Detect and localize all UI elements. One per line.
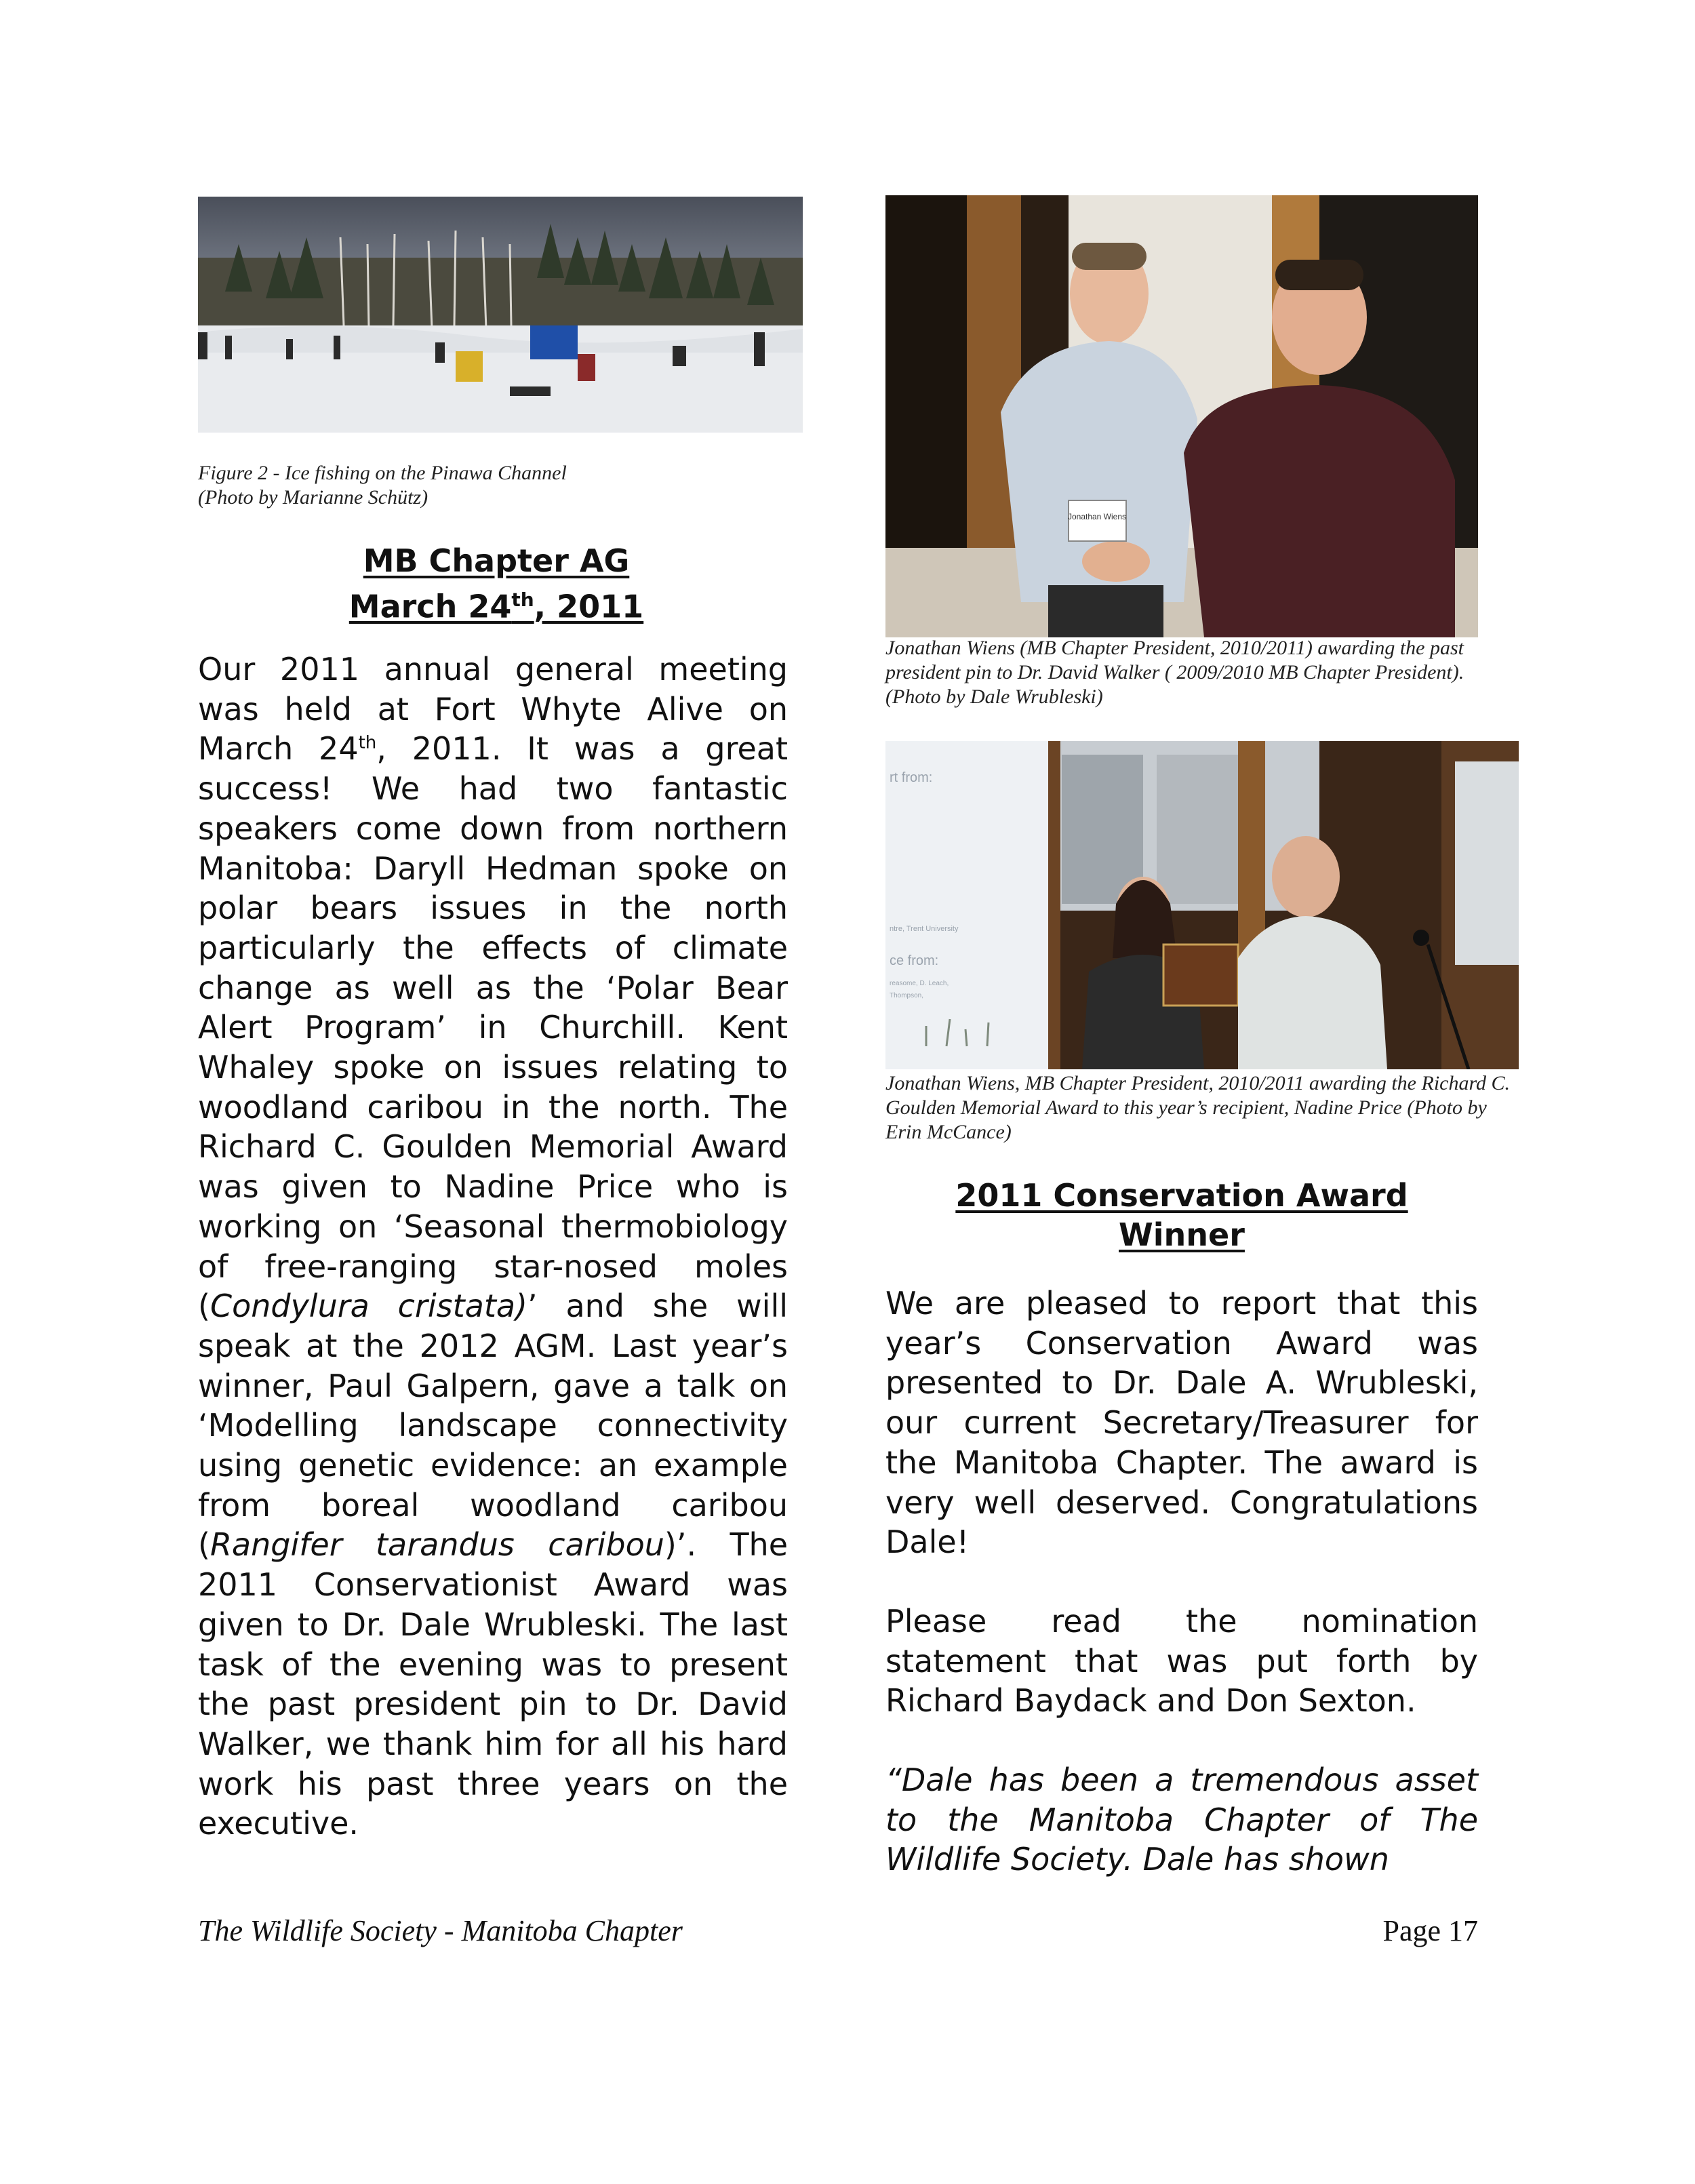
award-photo — [885, 741, 1519, 1069]
conservation-article-body — [885, 1284, 1478, 1880]
footer-publication: The Wildlife Society - Manitoba Chapter — [198, 1914, 683, 1947]
caption-line: Figure 2 - Ice fishing on the Pinawa Channel — [198, 462, 567, 484]
award-caption: Jonathan Wiens, MB Chapter President, 2010/2011 awarding the Richard C. Goulden Memorial Award to this year’s recipient, Nadine Price (Photo by Erin McCance) — [885, 1072, 1511, 1143]
agm-date-superscript: th — [511, 589, 534, 611]
award-illustration — [885, 741, 1519, 1069]
agm-heading — [198, 541, 795, 626]
slide-text: Thompson, — [890, 992, 924, 999]
handshake-caption: Jonathan Wiens (MB Chapter President, 2010/2011) awarding the past president pin to Dr. David Walker ( 2009/2010 MB Chapter President). (Photo by Dale Wrubleski) — [885, 637, 1464, 708]
slide-text: rt from: — [890, 770, 933, 785]
agm-heading-line2 — [198, 580, 795, 626]
name-tag-text: Jonathan Wiens — [1067, 512, 1127, 521]
handshake-illustration — [885, 195, 1478, 637]
footer-page-number: Page 17 — [1382, 1914, 1478, 1947]
nomination-quote: “Dale has been a tremendous asset to the Manitoba Chapter of The Wildlife Society. Dale has shown — [885, 1762, 1478, 1878]
ice-fishing-photo — [198, 197, 803, 433]
agm-text-part: )’. The 2011 Conservationist Award was given to Dr. Dale Wrubleski. The last task of the evening was to present the past president pin to Dr. David Walker, we thank him for all his hard work his past three years on the executive. — [198, 1526, 788, 1842]
slide-text: ce from: — [890, 953, 939, 968]
agm-article-body — [198, 650, 788, 1844]
agm-year-text: , 2011 — [534, 588, 644, 625]
agm-date-text: March 24 — [348, 588, 512, 625]
conservation-paragraph: Please read the nomination statement that was put forth by Richard Baydack and Don Sexton. — [885, 1602, 1478, 1720]
agm-species-name: Condylura cristata) — [210, 1288, 527, 1325]
slide-text: ntre, Trent University — [890, 925, 959, 933]
agm-species-name: Rangifer tarandus caribou — [210, 1526, 664, 1564]
ice-fishing-illustration — [198, 197, 803, 433]
conservation-paragraph: We are pleased to report that this year’s Conservation Award was presented to Dr. Dale A. Wrubleski, our current Secretary/Treasurer for the Manitoba Chapter. The award is very well deserved. Congratulations Dale! — [885, 1285, 1478, 1561]
agm-text-part: , 2011. It was a great success! We had two fantastic speakers come down from northern Manitoba: Daryll Hedman spoke on polar bears issues in the north particularly the effects of climate change as well as the ‘Polar Bear Alert Program’ in Churchill. Kent Whaley spoke on issues relating to woodland caribou in the north. The Richard C. Goulden Memorial Award was given to Nadine Price who is working on ‘Seasonal thermobiology of free-ranging star-nosed moles ( — [198, 730, 788, 1325]
ice-fishing-caption — [198, 461, 795, 510]
slide-text: reasome, D. Leach, — [890, 980, 949, 987]
agm-text-superscript: th — [358, 733, 377, 754]
conservation-heading-line1: 2011 Conservation Award — [955, 1177, 1408, 1214]
conservation-heading-line2: Winner — [1119, 1216, 1245, 1253]
paragraph-gap — [885, 1721, 1478, 1760]
paragraph-gap — [885, 1562, 1478, 1602]
agm-paragraph — [198, 650, 788, 1844]
handshake-photo — [885, 195, 1478, 637]
agm-text-part: ’ and she will speak at the 2012 AGM. Last year’s winner, Paul Galpern, gave a talk on ‘Modelling landscape connectivity using genetic evidence: an example from boreal woodland caribou ( — [198, 1288, 788, 1564]
agm-heading-line1: MB Chapter AG — [363, 542, 630, 579]
caption-line: (Photo by Marianne Schütz) — [198, 486, 428, 509]
agm-text-part: Our 2011 annual general meeting was held at Fort Whyte Alive on March 24 — [198, 651, 788, 768]
conservation-award-heading — [885, 1176, 1478, 1254]
